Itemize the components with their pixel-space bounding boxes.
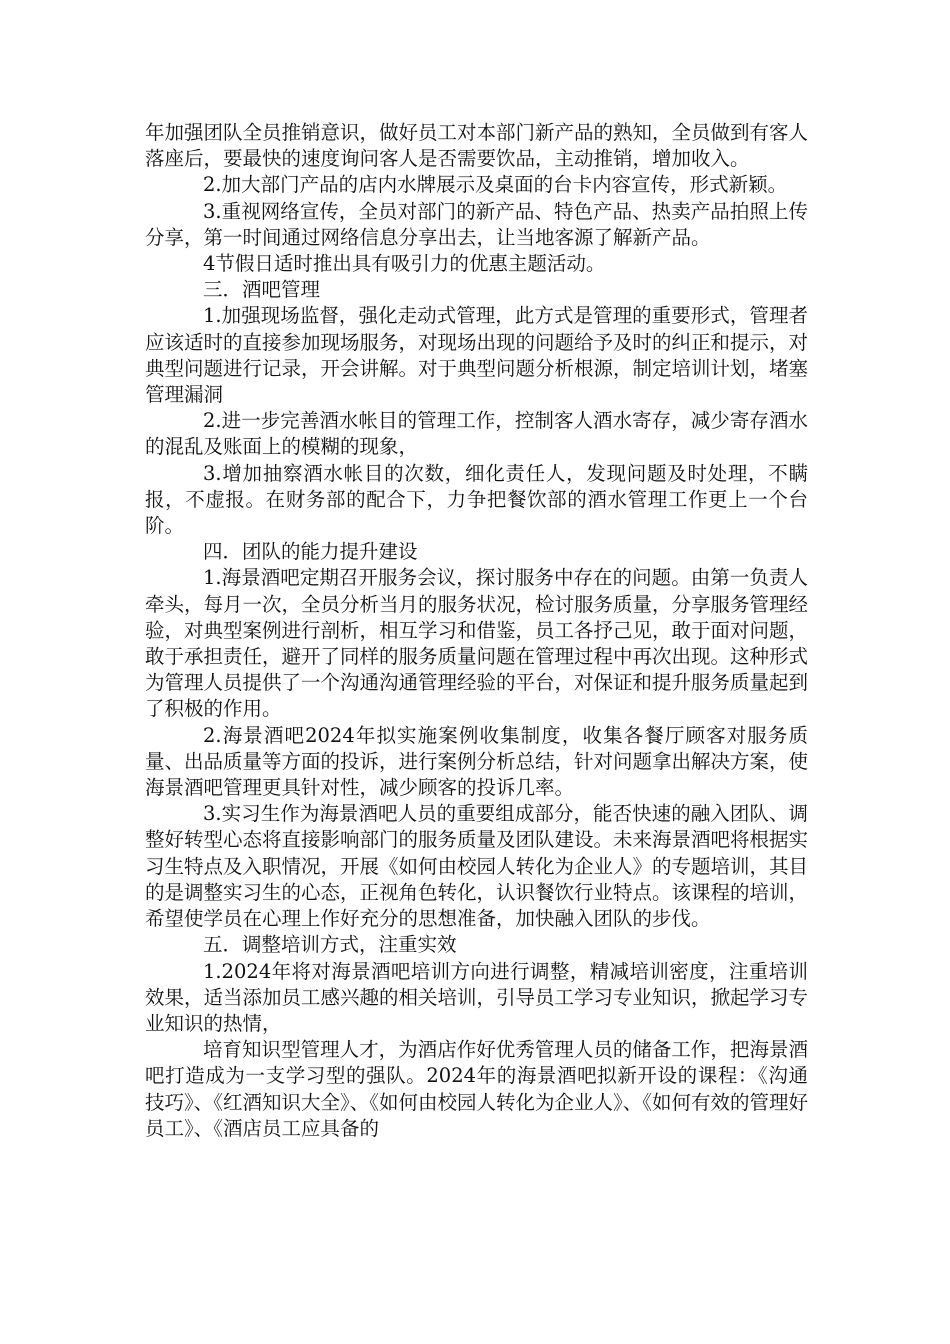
paragraph-11: 1.2024年将对海景酒吧培训方向进行调整，精减培训密度，注重培训效果，适当添加员工感兴趣的相关培训，引导员工学习专业知识，掀起学习专业知识的热情， [145,959,809,1035]
paragraph-10: 3.实习生作为海景酒吧人员的重要组成部分，能否快速的融入团队、调整好转型心态将直接影响部门的服务质量及团队建设。未来海景酒吧将根据实习生特点及入职情况，开展《如何由校园人转化为企业人》的专题培训，其目的是调整实习生的心态，正视角色转化，认识餐饮行业特点。该课程的培训，希望使学员在心理上作好充分的思想准备，加快融入团队的步伐。 [145,802,809,931]
paragraph-5: 1.加强现场监督，强化走动式管理，此方式是管理的重要形式，管理者应该适时的直接参加现场服务，对现场出现的问题给予及时的纠正和提示，对典型问题进行记录，开会讲解。对于典型问题分析根源，制定培训计划，堵塞管理漏洞 [145,304,809,407]
paragraph-6: 2.进一步完善酒水帐目的管理工作，控制客人酒水寄存，减少寄存酒水的混乱及账面上的模糊的现象， [145,409,808,459]
document-body [145,120,808,1142]
section-heading-training: 五．调整培训方式，注重实效 [203,933,457,957]
section-heading-bar-management: 三．酒吧管理 [203,278,321,302]
paragraph-12: 培育知识型管理人才，为酒店作好优秀管理人员的储备工作，把海景酒吧打造成为一支学习型的强队。2024年的海景酒吧拟新开设的课程：《沟通技巧》、《红酒知识大全》、《如何由校园人转化为企业人》、《如何有效的管理好员工》、《酒店员工应具备的 [145,1038,809,1140]
paragraph-4: 4节假日适时推出具有吸引力的优惠主题活动。 [203,252,606,276]
paragraph-9: 2.海景酒吧2024年拟实施案例收集制度，收集各餐厅顾客对服务质量、出品质量等方面的投诉，进行案例分析总结，针对问题拿出解决方案，使海景酒吧管理更具针对性，减少顾客的投诉几率。 [145,723,809,800]
paragraph-8: 1.海景酒吧定期召开服务会议，探讨服务中存在的问题。由第一负责人牵头，每月一次，全员分析当月的服务状况，检讨服务质量，分享服务管理经验，对典型案例进行剖析，相互学习和借鉴，员工各抒己见，敢于面对问题，敢于承担责任，避开了同样的服务质量问题在管理过程中再次出现。这种形式为管理人员提供了一个沟通沟通管理经验的平台，对保证和提升服务质量起到了积极的作用。 [145,566,809,721]
paragraph-2: 2.加大部门产品的店内水牌展示及桌面的台卡内容宣传，形式新颖。 [203,173,788,197]
paragraph-3: 3.重视网络宣传，全员对部门的新产品、特色产品、热卖产品拍照上传分享，第一时间通过网络信息分享出去，让当地客源了解新产品。 [145,199,808,249]
section-heading-team-building: 四．团队的能力提升建设 [203,540,418,564]
paragraph-1: 年加强团队全员推销意识，做好员工对本部门新产品的熟知，全员做到有客人落座后，要最快的速度询问客人是否需要饮品，主动推销，增加收入。 [145,121,809,171]
paragraph-7: 3.增加抽察酒水帐目的次数，细化责任人，发现问题及时处理，不瞒报，不虚报。在财务部的配合下，力争把餐饮部的酒水管理工作更上一个台阶。 [145,461,808,538]
